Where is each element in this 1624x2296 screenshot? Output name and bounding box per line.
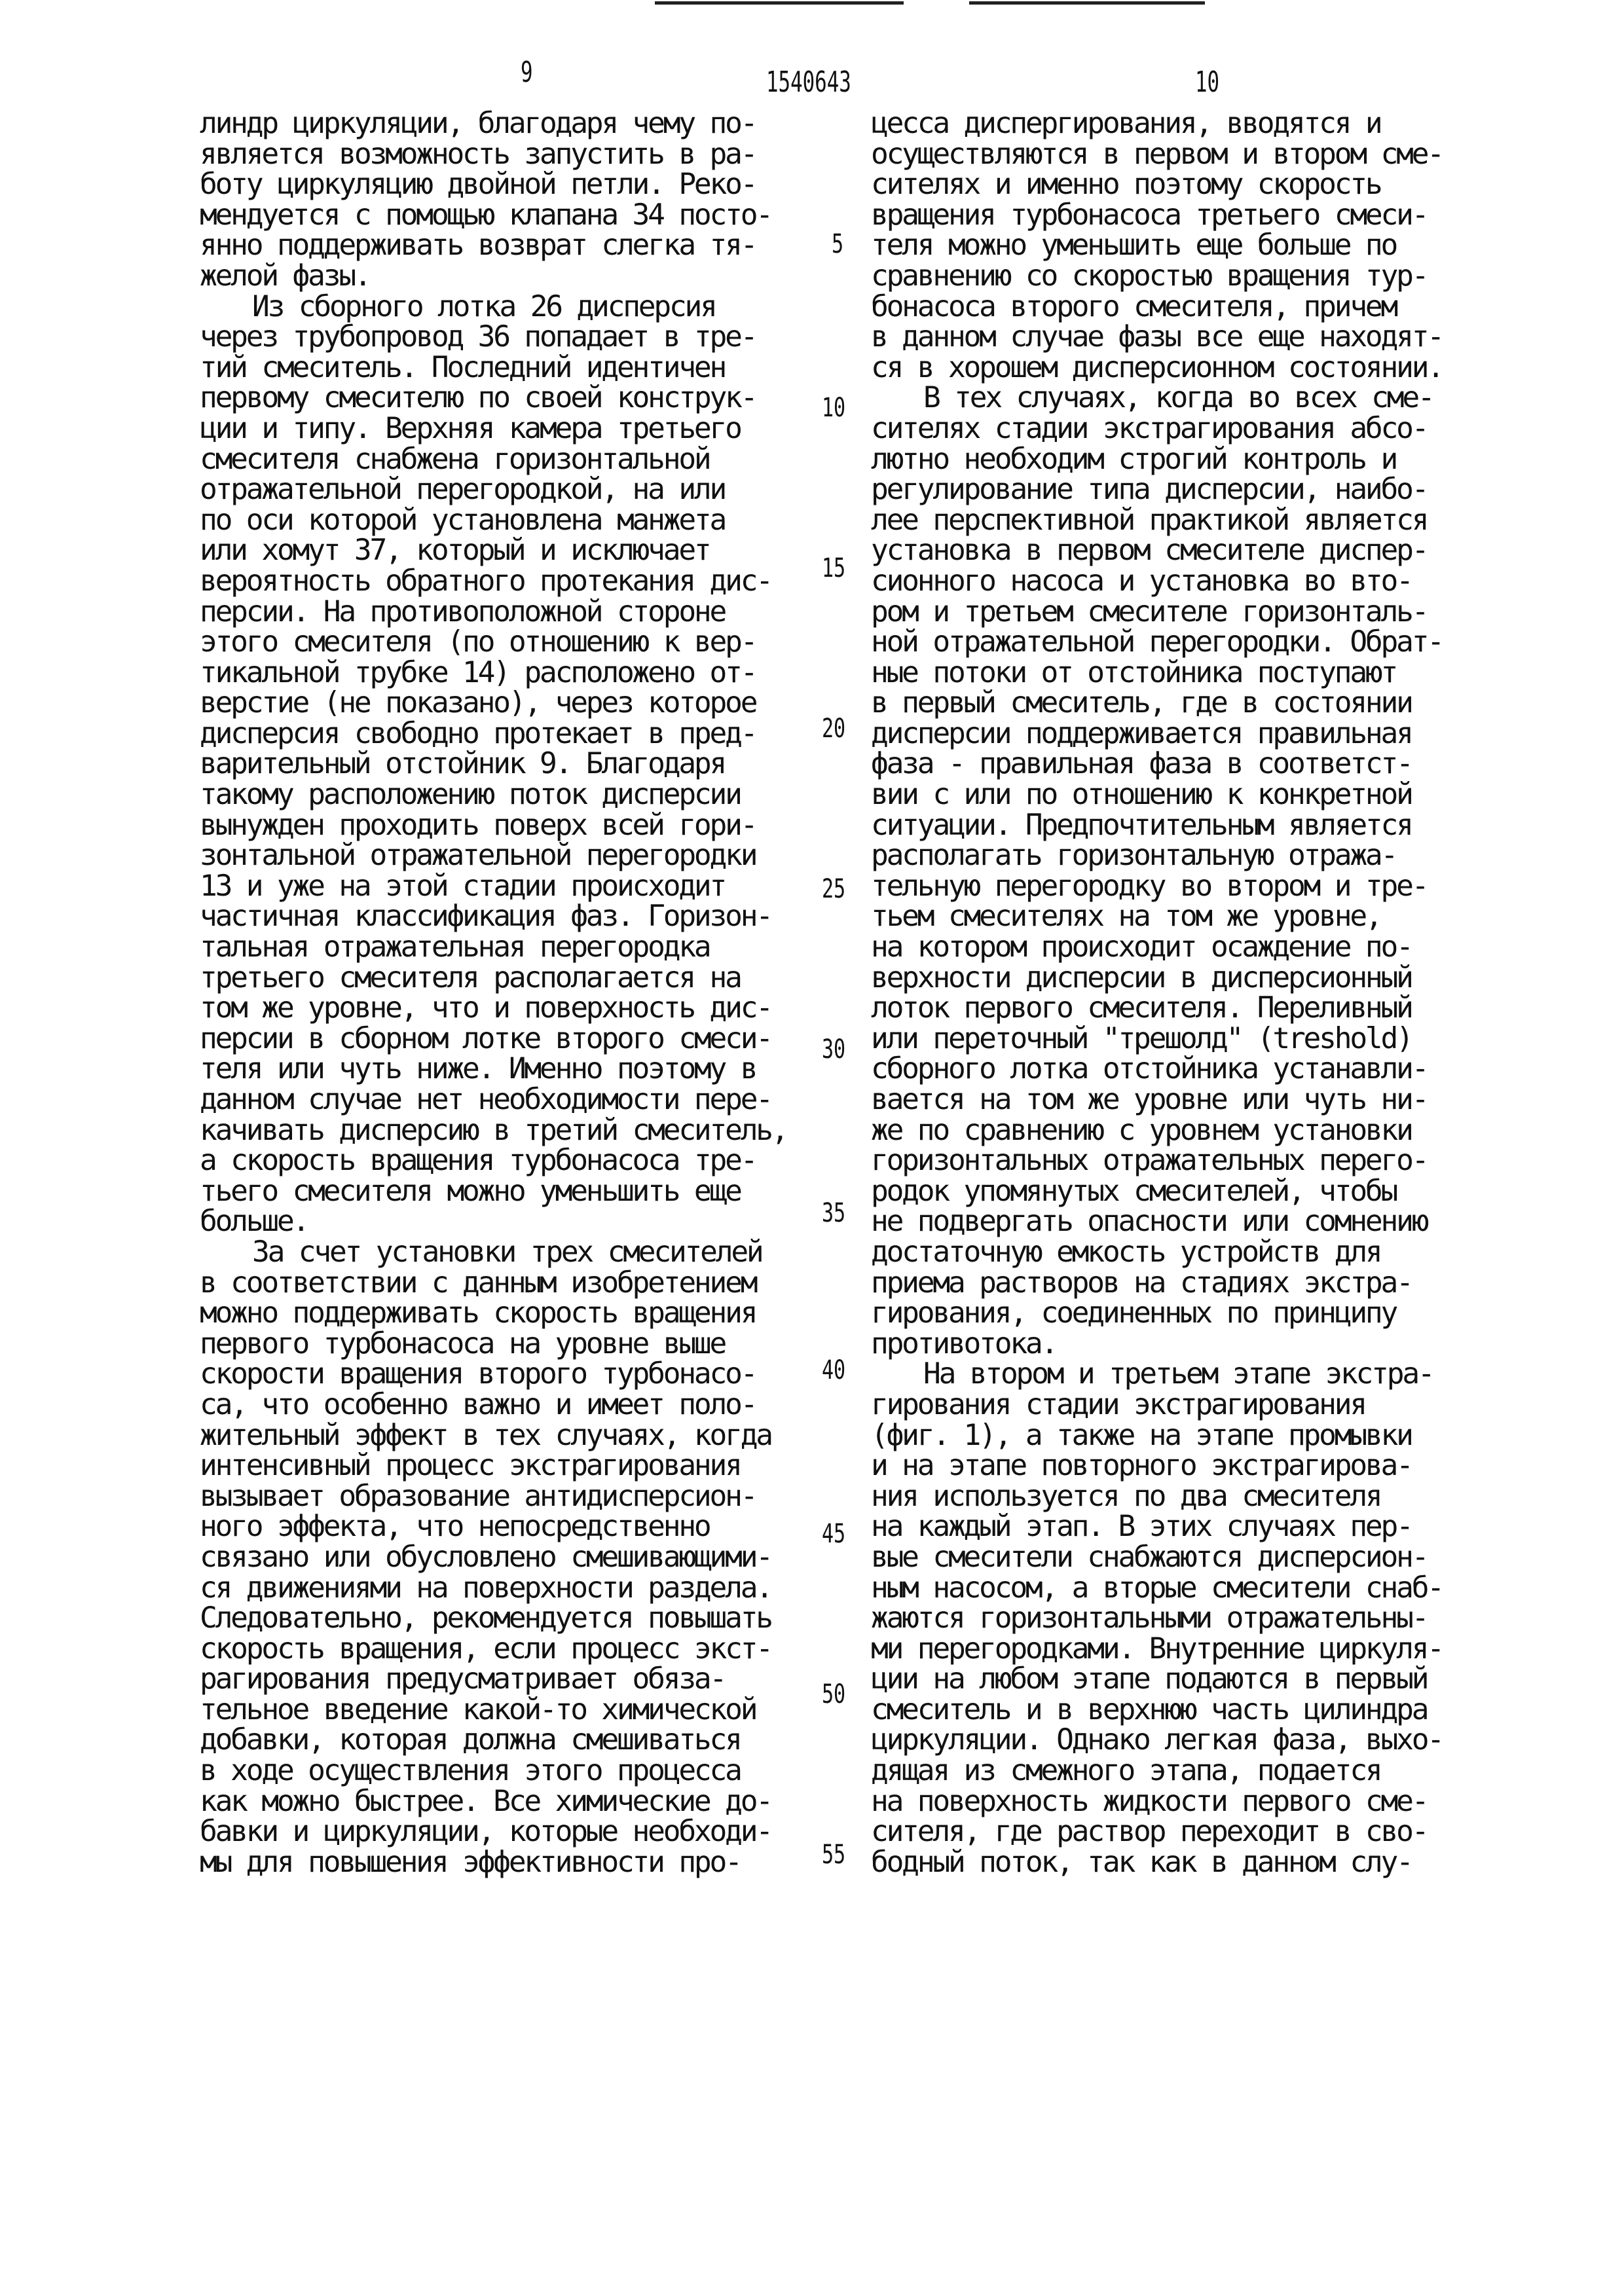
text-line: сборного лотка отстойника устанавли-	[871, 1052, 1428, 1086]
text-line: установка в первом смесителе диспер-	[871, 534, 1428, 568]
text-line: родок упомянутых смесителей, чтобы	[871, 1174, 1397, 1208]
text-line: тий смеситель. Последний идентичен	[200, 350, 726, 384]
text-line: ным насосом, а вторые смесители снаб-	[871, 1571, 1443, 1605]
text-line: За счет установки трех смесителей	[252, 1235, 762, 1269]
text-line: (фиг. 1), а также на этапе промывки	[871, 1418, 1412, 1452]
text-line: в соответствии с данным изобретением	[200, 1266, 756, 1300]
text-line: верстие (не показано), через которое	[200, 686, 756, 720]
text-line: теля или чуть ниже. Именно поэтому в	[200, 1052, 756, 1086]
text-line: ции на любом этапе подаются в первый	[871, 1662, 1428, 1696]
text-line: ми перегородками. Внутренние циркуля-	[871, 1631, 1443, 1666]
text-line: лютно необходим строгий контроль и	[871, 442, 1397, 476]
page-number-left: 9	[521, 56, 533, 89]
line-number: 55	[822, 1840, 846, 1870]
text-line: тикальной трубке 14) расположено от-	[200, 655, 756, 689]
text-line: лее перспективной практикой является	[871, 503, 1428, 537]
text-line: тьем смесителях на том же уровне,	[871, 900, 1381, 934]
text-line: регулирование типа дисперсии, наибо-	[871, 473, 1428, 507]
text-line: достаточную емкость устройств для	[871, 1235, 1381, 1269]
text-line: смесителя снабжена горизонтальной	[200, 442, 710, 476]
text-line: больше.	[200, 1205, 308, 1239]
text-line: в первый смеситель, где в состоянии	[871, 686, 1412, 720]
text-line: ся движениями на поверхности раздела.	[200, 1571, 771, 1605]
text-line: циркуляции. Однако легкая фаза, выхо-	[871, 1723, 1443, 1757]
text-line: гирования, соединенных по принципу	[871, 1296, 1397, 1330]
text-line: отражательной перегородкой, на или	[200, 473, 726, 507]
text-line: смеситель и в верхнюю часть цилиндра	[871, 1692, 1428, 1726]
text-line: тальная отражательная перегородка	[200, 930, 710, 964]
text-line: линдр циркуляции, благодаря чему по-	[200, 107, 756, 140]
text-line: или хомут 37, который и исключает	[200, 534, 710, 568]
text-line: же по сравнению с уровнем установки	[871, 1113, 1412, 1147]
text-line: персии. На противоположной стороне	[200, 594, 726, 629]
text-line: можно поддерживать скорость вращения	[200, 1296, 756, 1330]
text-line: осуществляются в первом и втором сме-	[871, 137, 1443, 171]
text-line: через трубопровод 36 попадает в тре-	[200, 320, 756, 354]
line-number: 20	[822, 714, 846, 744]
text-line: ния используется по два смесителя	[871, 1479, 1381, 1513]
text-line: мендуется с помощью клапана 34 посто-	[200, 198, 771, 232]
line-number: 45	[822, 1519, 846, 1549]
text-line: том же уровне, что и поверхность дис-	[200, 991, 771, 1025]
text-line: и на этапе повторного экстрагирова-	[871, 1449, 1412, 1483]
scan-artifact-line	[655, 1, 904, 5]
text-line: верхности дисперсии в дисперсионный	[871, 960, 1412, 994]
text-line: мы для повышения эффективности про-	[200, 1845, 741, 1879]
text-line: бавки и циркуляции, которые необходи-	[200, 1815, 771, 1849]
text-line: в данном случае фазы все еще находят-	[871, 320, 1443, 354]
text-line: сионного насоса и установка во вто-	[871, 564, 1412, 598]
text-line: частичная классификация фаз. Горизон-	[200, 900, 771, 934]
text-line: данном случае нет необходимости пере-	[200, 1083, 771, 1116]
text-line: тельное введение какой-то химической	[200, 1692, 756, 1726]
text-line: Следовательно, рекомендуется повышать	[200, 1601, 771, 1635]
text-line: Из сборного лотка 26 дисперсия	[252, 289, 716, 323]
text-line: В тех случаях, когда во всех сме-	[923, 381, 1433, 415]
text-line: ся в хорошем дисперсионном состоянии.	[871, 350, 1443, 384]
text-line: ной отражательной перегородки. Обрат-	[871, 625, 1443, 659]
text-line: персии в сборном лотке второго смеси-	[200, 1021, 771, 1055]
text-line: по оси которой установлена манжета	[200, 503, 726, 537]
text-line: третьего смесителя располагается на	[200, 960, 741, 994]
text-line: бонасоса второго смесителя, причем	[871, 289, 1397, 323]
text-line: лоток первого смесителя. Переливный	[871, 991, 1412, 1025]
text-line: тьего смесителя можно уменьшить еще	[200, 1174, 741, 1208]
line-number: 40	[822, 1355, 846, 1385]
line-number: 30	[822, 1034, 846, 1065]
text-line: вые смесители снабжаются дисперсион-	[871, 1540, 1428, 1574]
text-line: дящая из смежного этапа, подается	[871, 1754, 1381, 1788]
text-line: противотока.	[871, 1326, 1057, 1360]
text-line: са, что особенно важно и имеет поло-	[200, 1387, 756, 1421]
text-line: вращения турбонасоса третьего смеси-	[871, 198, 1428, 232]
text-line: в ходе осуществления этого процесса	[200, 1754, 741, 1788]
text-line: а скорость вращения турбонасоса тре-	[200, 1144, 756, 1178]
text-line: сравнению со скоростью вращения тур-	[871, 259, 1428, 293]
text-line: приема растворов на стадиях экстра-	[871, 1266, 1412, 1300]
text-line: янно поддерживать возврат слегка тя-	[200, 228, 756, 263]
patent-number: 1540643	[766, 65, 851, 99]
text-line: тельную перегородку во втором и тре-	[871, 869, 1428, 903]
text-line: этого смесителя (по отношению к вер-	[200, 625, 756, 659]
text-line: ного эффекта, что непосредственно	[200, 1510, 710, 1544]
text-line: первому смесителю по своей конструк-	[200, 381, 756, 415]
text-line: жительный эффект в тех случаях, когда	[200, 1418, 771, 1452]
text-line: как можно быстрее. Все химические до-	[200, 1784, 771, 1818]
text-line: рагирования предусматривает обяза-	[200, 1662, 726, 1696]
text-line: или переточный "трешолд" (treshold)	[871, 1021, 1412, 1055]
line-number: 35	[822, 1198, 846, 1228]
text-line: ром и третьем смесителе горизонталь-	[871, 594, 1428, 629]
scan-artifact-line	[969, 1, 1205, 5]
text-line: цесса диспергирования, вводятся и	[871, 107, 1381, 140]
line-number: 25	[822, 874, 846, 904]
text-line: бодный поток, так как в данном слу-	[871, 1845, 1412, 1879]
text-line: располагать горизонтальную отража-	[871, 839, 1397, 873]
left-text-column	[200, 109, 809, 1878]
text-line: сителя, где раствор переходит в сво-	[871, 1815, 1428, 1849]
line-number: 5	[832, 229, 844, 259]
text-line: желой фазы.	[200, 259, 370, 293]
text-line: теля можно уменьшить еще больше по	[871, 228, 1397, 263]
text-line: на поверхность жидкости первого сме-	[871, 1784, 1428, 1818]
text-line: сителях и именно поэтому скорость	[871, 168, 1381, 202]
text-line: дисперсии поддерживается правильная	[871, 716, 1412, 750]
text-line: боту циркуляцию двойной петли. Реко-	[200, 168, 756, 202]
text-line: сителях стадии экстрагирования абсо-	[871, 411, 1428, 445]
text-line: на котором происходит осаждение по-	[871, 930, 1412, 964]
page-number-right: 10	[1195, 65, 1220, 99]
text-line: добавки, которая должна смешиваться	[200, 1723, 741, 1757]
text-line: зонтальной отражательной перегородки	[200, 839, 756, 873]
text-line: скорости вращения второго турбонасо-	[200, 1357, 756, 1391]
text-line: На втором и третьем этапе экстра-	[923, 1357, 1433, 1391]
text-line: жаются горизонтальными отражательны-	[871, 1601, 1428, 1635]
text-line: скорость вращения, если процесс экст-	[200, 1631, 771, 1666]
text-line: вается на том же уровне или чуть ни-	[871, 1083, 1428, 1116]
text-line: вии с или по отношению к конкретной	[871, 778, 1412, 812]
text-line: дисперсия свободно протекает в пред-	[200, 716, 756, 750]
text-line: варительный отстойник 9. Благодаря	[200, 747, 726, 781]
right-text-column	[871, 109, 1493, 1878]
text-line: связано или обусловлено смешивающими-	[200, 1540, 771, 1574]
text-line: ции и типу. Верхняя камера третьего	[200, 411, 741, 445]
text-line: не подвергать опасности или сомнению	[871, 1205, 1428, 1239]
text-line: ситуации. Предпочтительным является	[871, 808, 1412, 842]
text-line: вероятность обратного протекания дис-	[200, 564, 771, 598]
text-line: такому расположению поток дисперсии	[200, 778, 741, 812]
text-line: первого турбонасоса на уровне выше	[200, 1326, 726, 1360]
line-number: 50	[822, 1679, 846, 1709]
text-line: интенсивный процесс экстрагирования	[200, 1449, 741, 1483]
text-line: горизонтальных отражательных перего-	[871, 1144, 1428, 1178]
text-line: фаза - правильная фаза в соответст-	[871, 747, 1412, 781]
text-line: вызывает образование антидисперсион-	[200, 1479, 756, 1513]
text-line: вынужден проходить поверх всей гори-	[200, 808, 756, 842]
text-line: является возможность запустить в ра-	[200, 137, 756, 171]
text-line: 13 и уже на этой стадии происходит	[200, 869, 726, 903]
line-number: 10	[822, 393, 846, 423]
text-line: качивать дисперсию в третий смеситель,	[200, 1113, 787, 1147]
text-line: гирования стадии экстрагирования	[871, 1387, 1365, 1421]
text-line: ные потоки от отстойника поступают	[871, 655, 1397, 689]
line-number: 15	[822, 553, 846, 583]
text-line: на каждый этап. В этих случаях пер-	[871, 1510, 1412, 1544]
